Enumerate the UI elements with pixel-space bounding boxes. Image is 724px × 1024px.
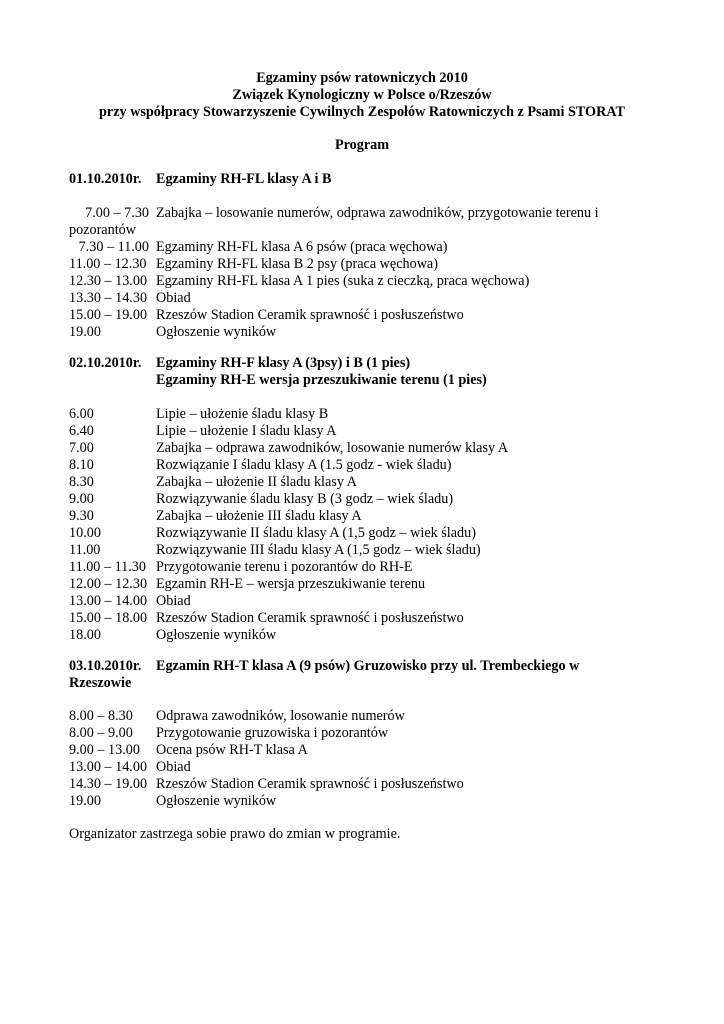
header-title: Egzaminy psów ratowniczych 2010 (256, 70, 468, 86)
schedule-time: 19.00 (69, 324, 101, 340)
schedule-time: 8.00 – 8.30 (69, 708, 133, 724)
schedule-desc-continuation: pozorantów (69, 222, 136, 238)
schedule-time: 9.30 (69, 508, 94, 524)
schedule-desc: Ogłoszenie wyników (156, 324, 277, 340)
schedule-desc: Egzaminy RH-FL klasa B 2 psy (praca węchowa) (156, 256, 438, 272)
schedule-desc: Ocena psów RH-T klasa A (156, 742, 308, 758)
schedule-desc: Odprawa zawodników, losowanie numerów (156, 708, 405, 724)
schedule-time: 8.10 (69, 457, 94, 473)
schedule-time: 11.00 (69, 542, 101, 558)
schedule-desc: Ogłoszenie wyników (156, 627, 277, 643)
schedule-time: 11.00 – 12.30 (69, 256, 147, 272)
schedule-time: 19.00 (69, 793, 101, 809)
schedule-desc: Zabajka – losowanie numerów, odprawa zawodników, przygotowanie terenu i (156, 205, 599, 221)
header-organizer: Związek Kynologiczny w Polsce o/Rzeszów (232, 87, 492, 103)
schedule-time: 10.00 (69, 525, 101, 541)
schedule-time: 13.30 – 14.30 (69, 290, 148, 306)
schedule-time: 9.00 – 13.00 (69, 742, 140, 758)
schedule-time: 13.00 – 14.00 (69, 593, 148, 609)
schedule-time: 7.00 – 7.30 (85, 205, 149, 221)
schedule-desc: Przygotowanie gruzowiska i pozorantów (156, 725, 389, 741)
day1-title: Egzaminy RH-FL klasy A i B (156, 171, 332, 187)
schedule-time: 8.00 – 9.00 (69, 725, 133, 741)
schedule-time: 7.00 (69, 440, 94, 456)
schedule-desc: Rozwiązywanie III śladu klasy A (1,5 godz – wiek śladu) (156, 542, 481, 558)
day2-subtitle: Egzaminy RH-E wersja przeszukiwanie terenu (1 pies) (156, 372, 487, 388)
schedule-time: 11.00 – 11.30 (69, 559, 146, 575)
day3-date: 03.10.2010r. (69, 658, 142, 674)
schedule-time: 8.30 (69, 474, 94, 490)
day3-title: Egzamin RH-T klasa A (9 psów) Gruzowisko przy ul. Trembeckiego w (156, 658, 580, 674)
schedule-desc: Zabajka – ułożenie III śladu klasy A (156, 508, 362, 524)
document-header (0, 70, 724, 121)
schedule-time: 12.00 – 12.30 (69, 576, 148, 592)
schedule-time: 6.40 (69, 423, 94, 439)
schedule-time: 9.00 (69, 491, 94, 507)
schedule-time: 12.30 – 13.00 (69, 273, 148, 289)
schedule-desc: Przygotowanie terenu i pozorantów do RH-E (156, 559, 413, 575)
schedule-desc: Lipie – ułożenie śladu klasy B (156, 406, 329, 422)
schedule-desc: Egzaminy RH-FL klasa A 1 pies (suka z cieczką, praca węchowa) (156, 273, 530, 289)
schedule-desc: Rzeszów Stadion Ceramik sprawność i posłuszeństwo (156, 776, 464, 792)
schedule-time: 13.00 – 14.00 (69, 759, 148, 775)
schedule-time: 6.00 (69, 406, 94, 422)
schedule-desc: Obiad (156, 759, 191, 775)
schedule-time: 15.00 – 18.00 (69, 610, 148, 626)
schedule-desc: Rozwiązywanie śladu klasy B (3 godz – wiek śladu) (156, 491, 454, 507)
schedule-desc: Lipie – ułożenie I śladu klasy A (156, 423, 337, 439)
schedule-time: 18.00 (69, 627, 101, 643)
schedule-desc: Obiad (156, 593, 191, 609)
schedule-desc: Egzamin RH-E – wersja przeszukiwanie terenu (156, 576, 426, 592)
day3-heading (69, 658, 579, 675)
schedule-desc: Rozwiązywanie II śladu klasy A (1,5 godz – wiek śladu) (156, 525, 476, 541)
schedule-desc: Rozwiązanie I śladu klasy A (1.5 godz - wiek śladu) (156, 457, 452, 473)
schedule-time: 7.30 – 11.00 (78, 239, 149, 255)
schedule-desc: Zabajka – odprawa zawodników, losowanie numerów klasy A (156, 440, 509, 456)
day1-heading (69, 171, 331, 188)
schedule-time: 14.30 – 19.00 (69, 776, 148, 792)
program-title: Program (334, 137, 390, 153)
day2-heading (69, 355, 410, 372)
schedule-desc: Rzeszów Stadion Ceramik sprawność i posłuszeństwo (156, 610, 464, 626)
schedule-desc: Obiad (156, 290, 191, 306)
schedule-desc: Rzeszów Stadion Ceramik sprawność i posłuszeństwo (156, 307, 464, 323)
schedule-time: 15.00 – 19.00 (69, 307, 148, 323)
day2-date: 02.10.2010r. (69, 355, 142, 371)
day3-title-continuation: Rzeszowie (69, 675, 132, 691)
schedule-desc: Egzaminy RH-FL klasa A 6 psów (praca węchowa) (156, 239, 448, 255)
header-cooperation: przy współpracy Stowarzyszenie Cywilnych Zespołów Ratowniczych z Psami STORAT (99, 104, 625, 120)
organizer-note: Organizator zastrzega sobie prawo do zmian w programie. (69, 826, 401, 842)
schedule-desc: Zabajka – ułożenie II śladu klasy A (156, 474, 357, 490)
day1-date: 01.10.2010r. (69, 171, 142, 187)
day2-title: Egzaminy RH-F klasy A (3psy) i B (1 pies) (156, 355, 411, 371)
schedule-desc: Ogłoszenie wyników (156, 793, 277, 809)
